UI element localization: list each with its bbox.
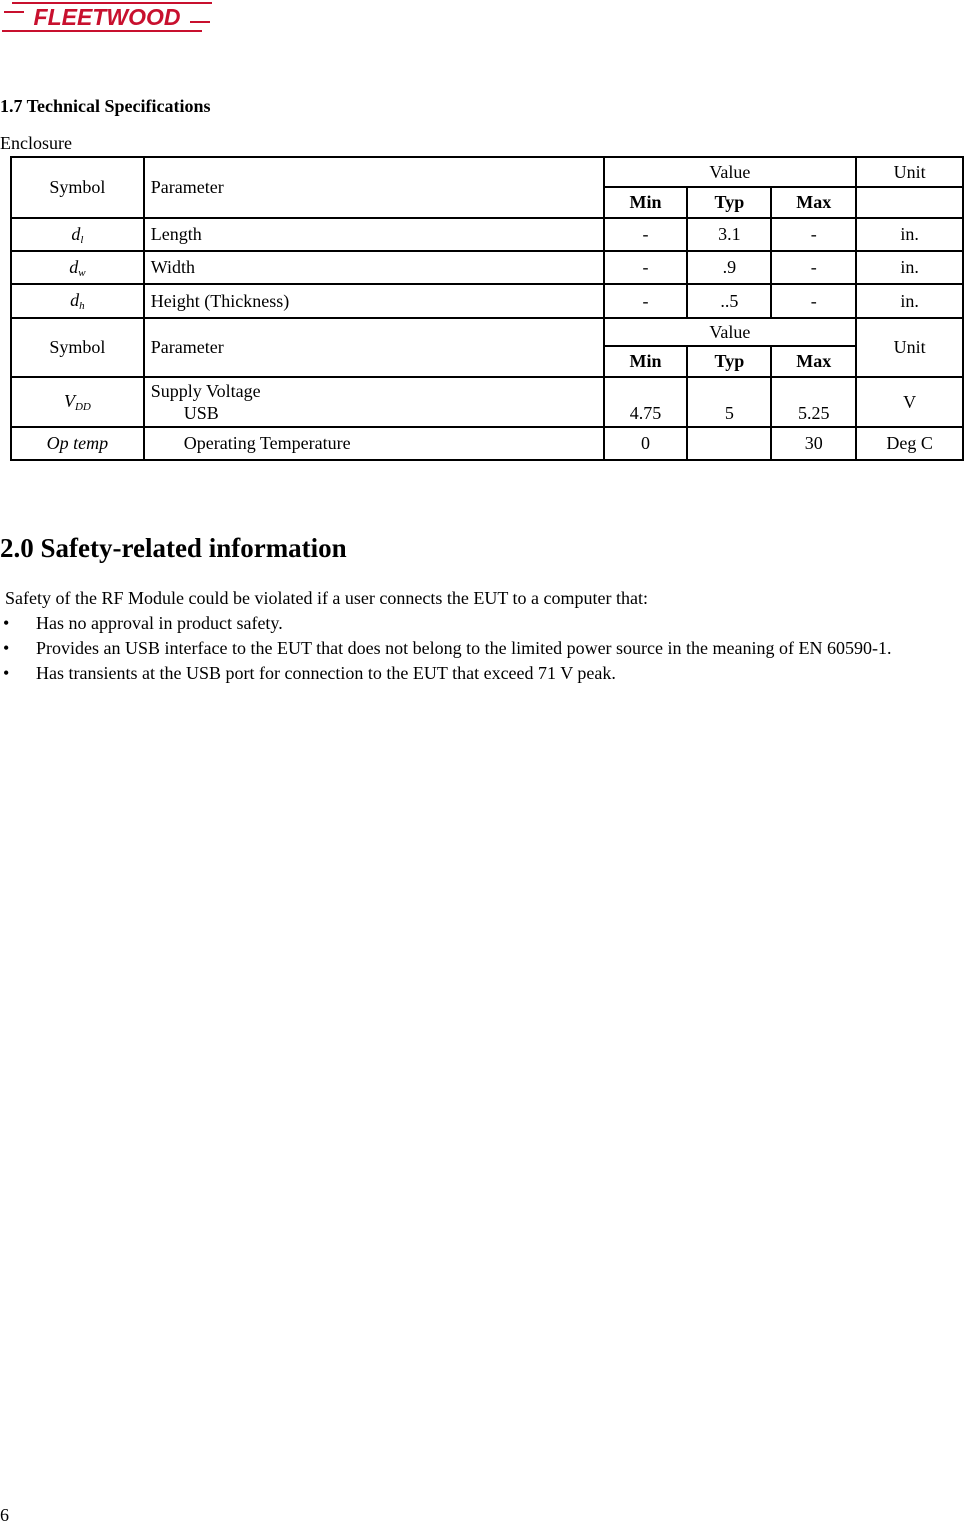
typ-cell: ..5 <box>687 284 771 318</box>
section-title: 1.7 Technical Specifications <box>0 96 211 116</box>
symbol-cell: $d_w$ <box>11 251 144 284</box>
header-typ: Typ <box>687 346 771 377</box>
unit-cell: in. <box>856 218 963 251</box>
max-cell: 30 <box>771 427 856 460</box>
typ-cell <box>687 427 771 460</box>
section-subtitle: Enclosure <box>0 133 72 153</box>
header-max: Max <box>771 346 856 377</box>
symbol-cell: $V_{DD}$ <box>11 377 144 427</box>
spec-table <box>10 156 964 461</box>
table-row <box>11 218 963 251</box>
max-cell: - <box>771 251 856 284</box>
header-min: Min <box>604 187 688 218</box>
typ-cell: .9 <box>687 251 771 284</box>
parameter-cell: Width <box>144 251 604 284</box>
min-cell: - <box>604 284 688 318</box>
unit-cell: Deg C <box>856 427 963 460</box>
safety-intro: Safety of the RF Module could be violated if a user connects the EUT to a computer that: <box>5 588 648 608</box>
max-cell: - <box>771 284 856 318</box>
header-symbol: Symbol <box>11 318 144 377</box>
header-max: Max <box>771 187 856 218</box>
min-cell: - <box>604 218 688 251</box>
table-row <box>11 427 963 460</box>
header-min: Min <box>604 346 688 377</box>
typ-cell: 5 <box>687 377 771 427</box>
typ-cell: 3.1 <box>687 218 771 251</box>
header-typ: Typ <box>687 187 771 218</box>
header-unit: Unit <box>856 318 963 377</box>
symbol-cell: Op temp <box>11 427 144 460</box>
symbol-cell: $d_h$ <box>11 284 144 318</box>
page-number: 6 <box>0 1505 9 1525</box>
parameter-name: Supply Voltage <box>150 381 261 401</box>
table-row <box>11 377 963 427</box>
parameter-cell <box>144 377 604 427</box>
min-cell: 4.75 <box>604 377 688 427</box>
symbol-cell: $d_l$ <box>11 218 144 251</box>
header-value: Value <box>604 157 857 187</box>
max-cell: 5.25 <box>771 377 856 427</box>
fleetwood-logo <box>2 0 212 34</box>
list-item: • Provides an USB interface to the EUT that does not belong to the limited power source in the meaning of EN 60590-1. <box>3 638 892 658</box>
unit-cell: in. <box>856 251 963 284</box>
parameter-cell: Length <box>144 218 604 251</box>
parameter-subname: USB <box>183 403 219 423</box>
header-parameter: Parameter <box>144 318 604 377</box>
parameter-cell: Height (Thickness) <box>144 284 604 318</box>
bullet-icon: • <box>3 663 10 683</box>
parameter-cell: Operating Temperature <box>144 427 604 460</box>
table-row <box>11 284 963 318</box>
svg-text:FLEETWOOD: FLEETWOOD <box>33 4 181 30</box>
header-symbol: Symbol <box>11 157 144 218</box>
list-item: • Has transients at the USB port for connection to the EUT that exceed 71 V peak. <box>3 663 616 683</box>
bullet-icon: • <box>3 613 10 633</box>
header-unit: Unit <box>856 157 963 187</box>
header-value: Value <box>604 318 857 346</box>
table-row <box>11 251 963 284</box>
safety-heading: 2.0 Safety-related information <box>0 533 347 563</box>
unit-cell: in. <box>856 284 963 318</box>
safety-bullet-list <box>0 612 960 687</box>
max-cell: - <box>771 218 856 251</box>
min-cell: 0 <box>604 427 688 460</box>
header-unit-empty <box>856 187 963 218</box>
bullet-icon: • <box>3 638 10 658</box>
header-parameter: Parameter <box>144 157 604 218</box>
unit-cell: V <box>856 377 963 427</box>
min-cell: - <box>604 251 688 284</box>
list-item: • Has no approval in product safety. <box>3 613 283 633</box>
